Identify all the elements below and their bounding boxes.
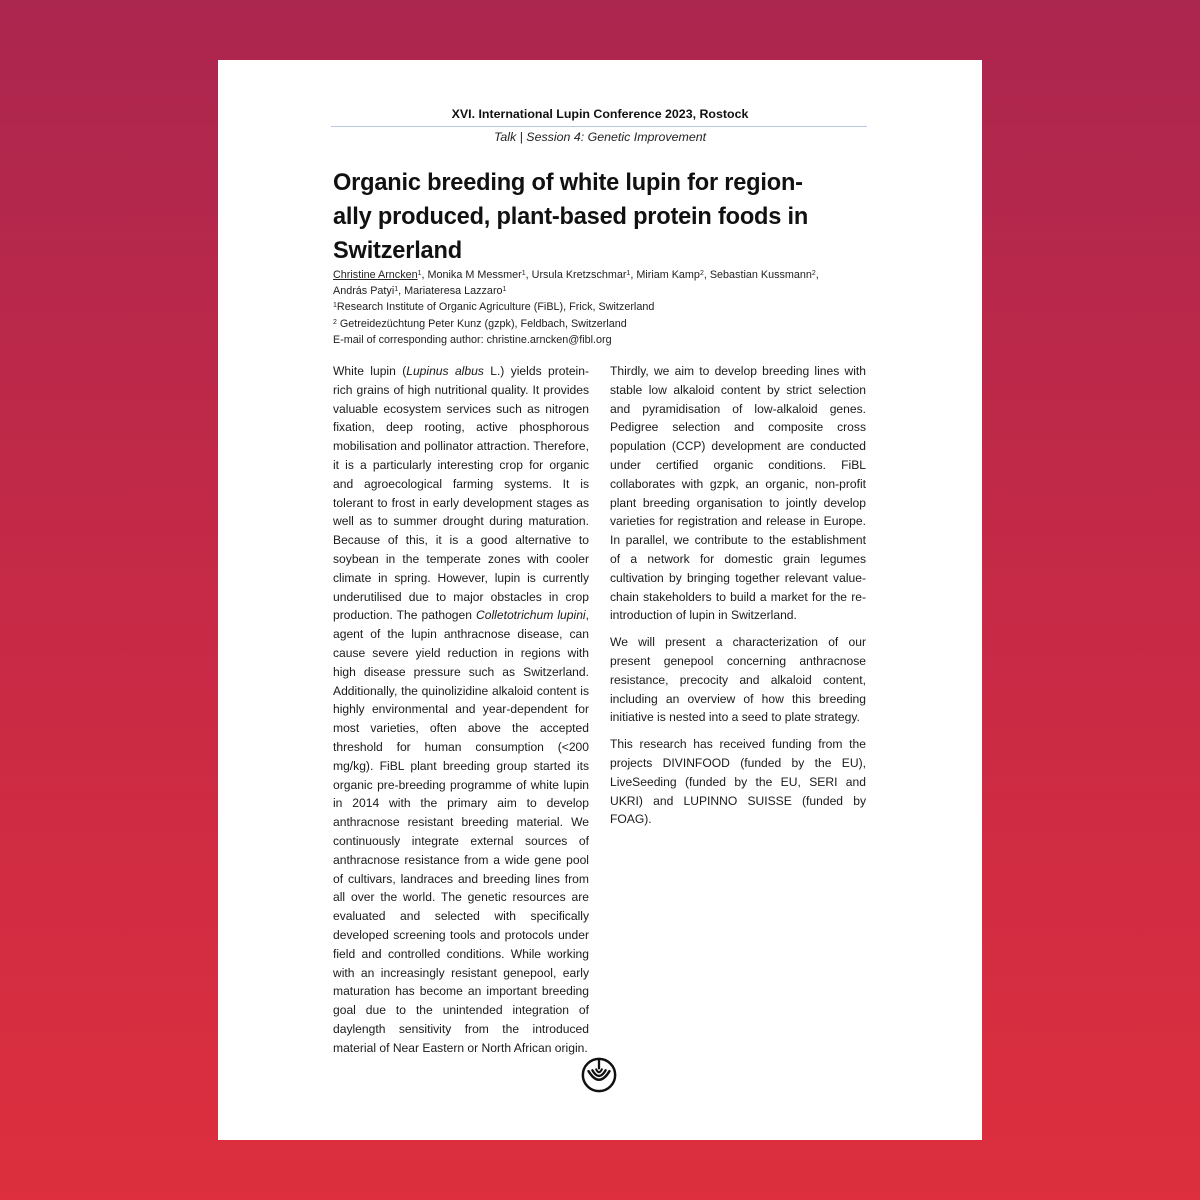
affiliation <box>333 299 873 315</box>
author-name: Christine Arncken <box>333 269 418 281</box>
email-address[interactable]: christine.arncken@fibl.org <box>486 333 612 346</box>
abstract-column-left <box>333 362 589 1065</box>
author-name: Sebastian Kussmann <box>709 269 812 281</box>
paper-page <box>218 60 982 1140</box>
affiliation <box>333 316 873 332</box>
affiliation-number: 2 <box>333 318 337 326</box>
author-name: Miriam Kamp <box>636 269 700 281</box>
abstract-paragraph <box>333 362 589 1057</box>
title-line: ally produced, plant-based protein foods in <box>333 204 809 230</box>
author-name: Ursula Kretzschmar <box>531 269 627 281</box>
corresponding-email <box>333 332 873 348</box>
affiliation-text: Research Institute of Organic Agriculture (FiBL), Frick, Switzerland <box>336 301 655 314</box>
text-run: , agent of the lupin anthracnose disease, can cause severe yield reduction in regions with high disease pressure such as Switzerland. Additionally, the quinolizidine alkaloid content is highly environmental and year-dependent for most varieties, often above the accepted threshold for human consumption (<200 mg/kg). FiBL plant breeding group started its organic pre-breeding programme of white lupin in 2014 with the primary aim to develop anthracnose resistant breeding material. We continuously integrate external sources of anthracnose resistance from a wide gene pool of cultivars, landraces and breeding lines from all over the world. The genetic resources are evaluated and selected with specifically developed screening tools and protocols under field and controlled conditions. While working with an increasingly resistant genepool, early maturation has become an important breeding goal due to the unintended integration of daylength sensitivity from the introduced material of Near Eastern or North African origin. <box>333 608 589 1055</box>
author-name: András Patyi <box>333 285 395 298</box>
abstract-column-right <box>610 362 866 837</box>
title-line: Switzerland <box>333 238 462 264</box>
funding-paragraph: This research has received funding from the projects DIVINFOOD (funded by the EU), LiveSeeding (funded by the EU, SERI and UKRI) and LUPINNO SUISSE (funded by FOAG). <box>610 737 866 827</box>
paper-title <box>333 166 867 268</box>
header-rule <box>331 126 867 127</box>
species-name: Lupinus albus <box>406 364 484 378</box>
author-affiliation-mark: 2 <box>699 270 704 277</box>
abstract-paragraph: We will present a characterization of our present genepool concerning anthracnose resistance, precocity and alkaloid content, including an overview of how this breeding initiative is nested into a seed to plate strategy. <box>610 635 866 725</box>
author-affiliation-mark: 1 <box>521 270 526 277</box>
affiliation-text: Getreidezüchtung Peter Kunz (gzpk), Feldbach, Switzerland <box>339 317 627 330</box>
title-line: Organic breeding of white lupin for region- <box>333 170 803 196</box>
author-affiliation-mark: 2 <box>811 270 816 277</box>
author-block <box>333 267 873 348</box>
author-name: Monika M Messmer <box>427 269 522 281</box>
pathogen-name: Colletotrichum lupini <box>476 608 586 623</box>
author-affiliation-mark: 1 <box>417 270 422 277</box>
author-affiliation-mark: 1 <box>394 286 399 294</box>
abstract-paragraph-continued: Thirdly, we aim to develop breeding lines with stable low alkaloid content by strict selection and pyramidisation of low-alkaloid genes. Pedigree selection and composite cross population (CCP) development are conducted under certified organic conditions. FiBL collaborates with gzpk, an organic, non-profit plant breeding organisation to jointly develop varieties for registration and release in Europe. In parallel, we contribute to the establishment of a network for domestic grain legumes cultivation by bringing together relevant value-chain stakeholders to build a market for the re-introduction of lupin in Switzerland. <box>610 364 866 623</box>
conference-logo-icon <box>580 1056 618 1094</box>
author-list: Christine Arncken$^1$, Monika M Messmer$^1$, Ursula Kretzschmar$^1$, Miriam Kamp$^2$, Sebastian Kussmann$^2$, András Patyi$^1$, Mariateresa Lazzaro$^1$ <box>333 269 819 298</box>
author-affiliation-mark: 1 <box>626 270 631 277</box>
conference-header: XVI. International Lupin Conference 2023, Rostock <box>451 107 749 121</box>
author-affiliation-mark: 1 <box>502 286 507 294</box>
affiliation-number: 1 <box>333 302 337 310</box>
text-run: L.) yields protein-rich grains of high nutritional quality. It provides valuable ecosystem services such as nitrogen fixation, deep rooting, active phosphorous mobilisation and pollinator attraction. Therefore, it is a particularly interesting crop for organic and agroecological farming systems. It is tolerant to frost in early development stages as well as to summer drought during maturation. Because of this, it is a good alternative to soybean in the temperate zones with cooler climate in spring. However, lupin is currently underutilised due to major obstacles in crop production. The pathogen <box>333 364 589 623</box>
email-label: E-mail of corresponding author: <box>333 333 487 346</box>
author-name: Mariateresa Lazzaro <box>404 285 503 298</box>
session-label: Talk | Session 4: Genetic Improvement <box>493 130 707 144</box>
text-run: White lupin ( <box>333 364 407 378</box>
